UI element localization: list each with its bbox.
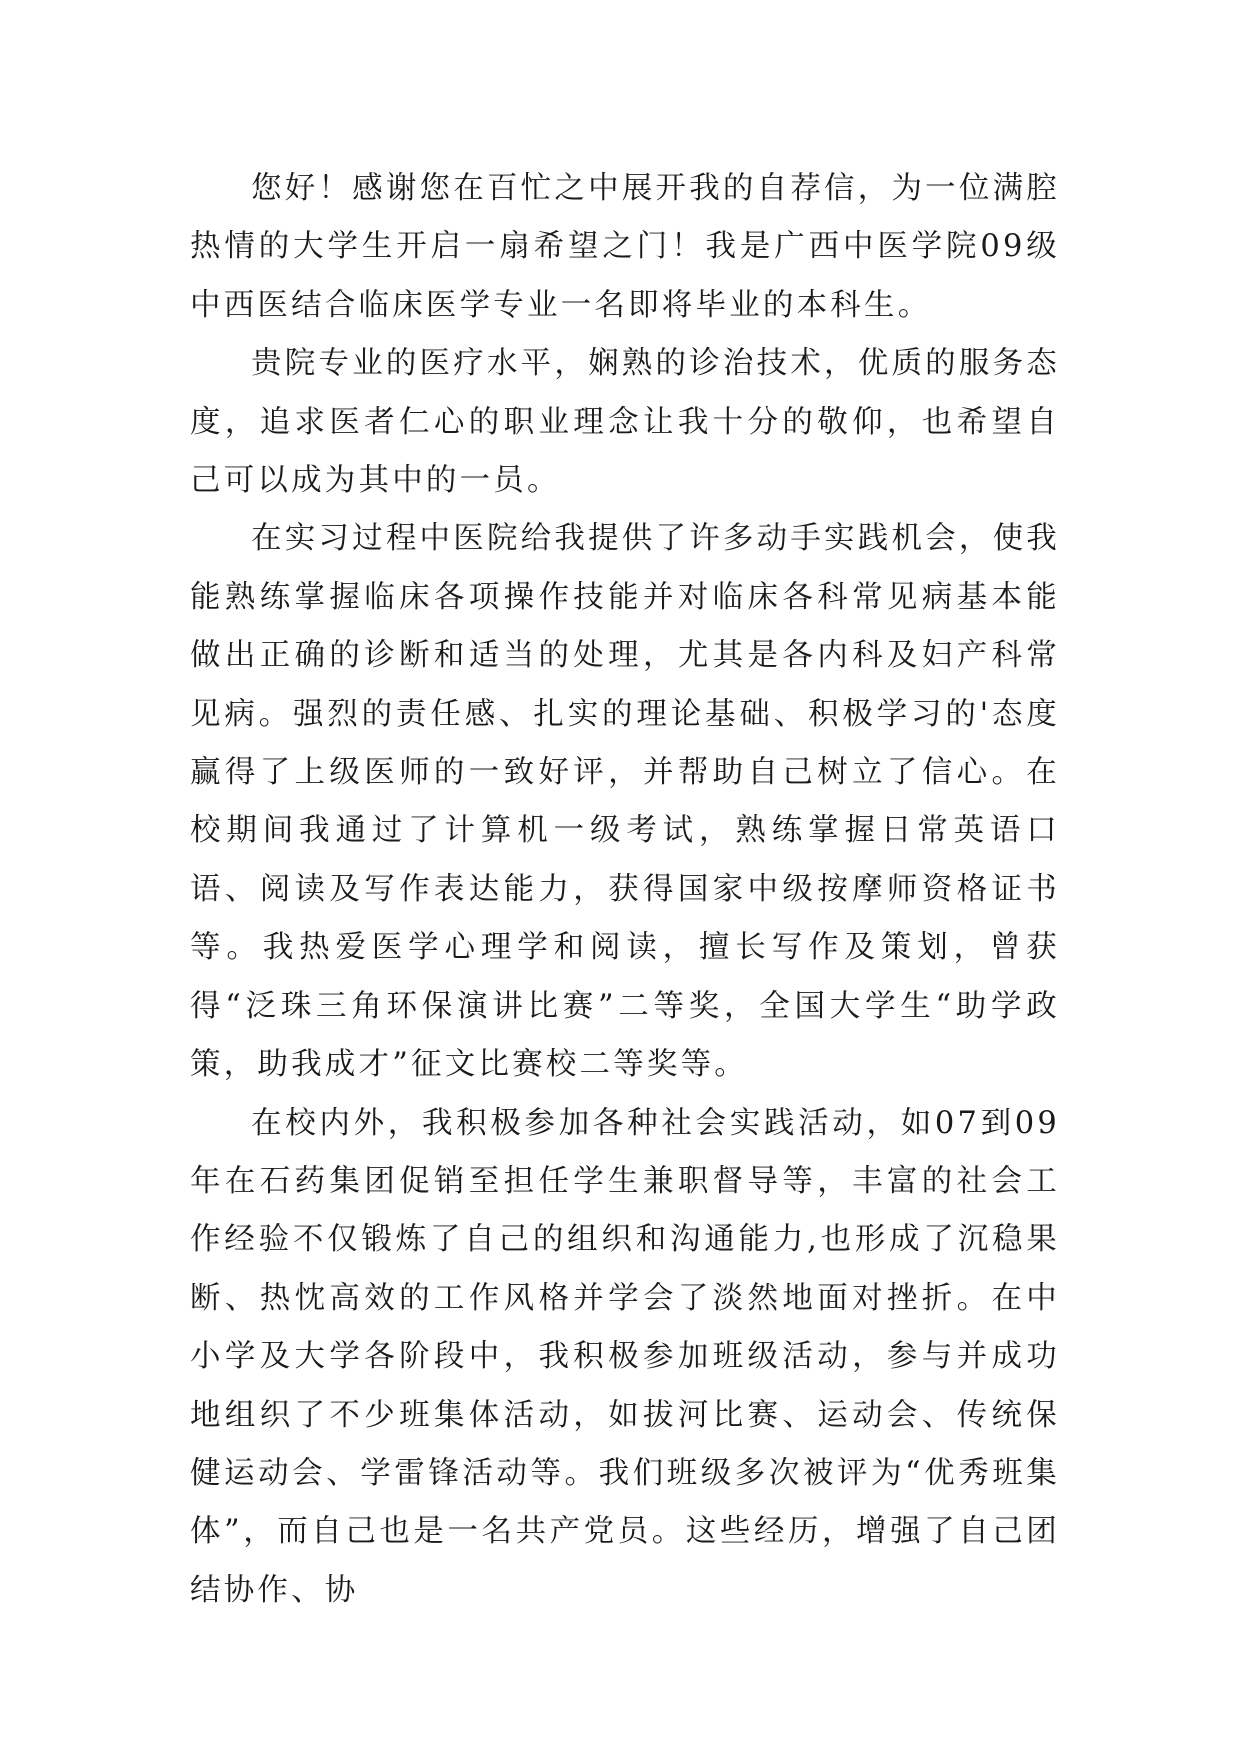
paragraph-hospital-admiration: 贵院专业的医疗水平，娴熟的诊治技术，优质的服务态度，追求医者仁心的职业理念让我十分的敬仰，也希望自己可以成为其中的一员。 (190, 346, 1060, 499)
letter-body (190, 160, 1060, 1620)
paragraph-internship-skills: 在实习过程中医院给我提供了许多动手实践机会，使我能熟练掌握临床各项操作技能并对临床各科常见病基本能做出正确的诊断和适当的处理，尤其是各内科及妇产科常见病。强烈的责任感、扎实的理论基础、积极学习的'态度赢得了上级医师的一致好评，并帮助自己树立了信心。在校期间我通过了计算机一级考试，熟练掌握日常英语口语、阅读及写作表达能力，获得国家中级按摩师资格证书等。我热爱医学心理学和阅读，擅长写作及策划，曾获得“泛珠三角环保演讲比赛”二等奖，全国大学生“助学政策，助我成才”征文比赛校二等奖等。 (190, 521, 1060, 1083)
paragraph-greeting: 您好！感谢您在百忙之中展开我的自荐信，为一位满腔热情的大学生开启一扇希望之门！我是广西中医学院09级中西医结合临床医学专业一名即将毕业的本科生。 (190, 171, 1060, 323)
paragraph-social-practice: 在校内外，我积极参加各种社会实践活动，如07到09年在石药集团促销至担任学生兼职督导等，丰富的社会工作经验不仅锻炼了自己的组织和沟通能力,也形成了沉稳果断、热忱高效的工作风格并学会了淡然地面对挫折。在中小学及大学各阶段中，我积极参加班级活动，参与并成功地组织了不少班集体活动，如拔河比赛、运动会、传统保健运动会、学雷锋活动等。我们班级多次被评为“优秀班集体”，而自己也是一名共产党员。这些经历，增强了自己团结协作、协 (190, 1105, 1060, 1608)
